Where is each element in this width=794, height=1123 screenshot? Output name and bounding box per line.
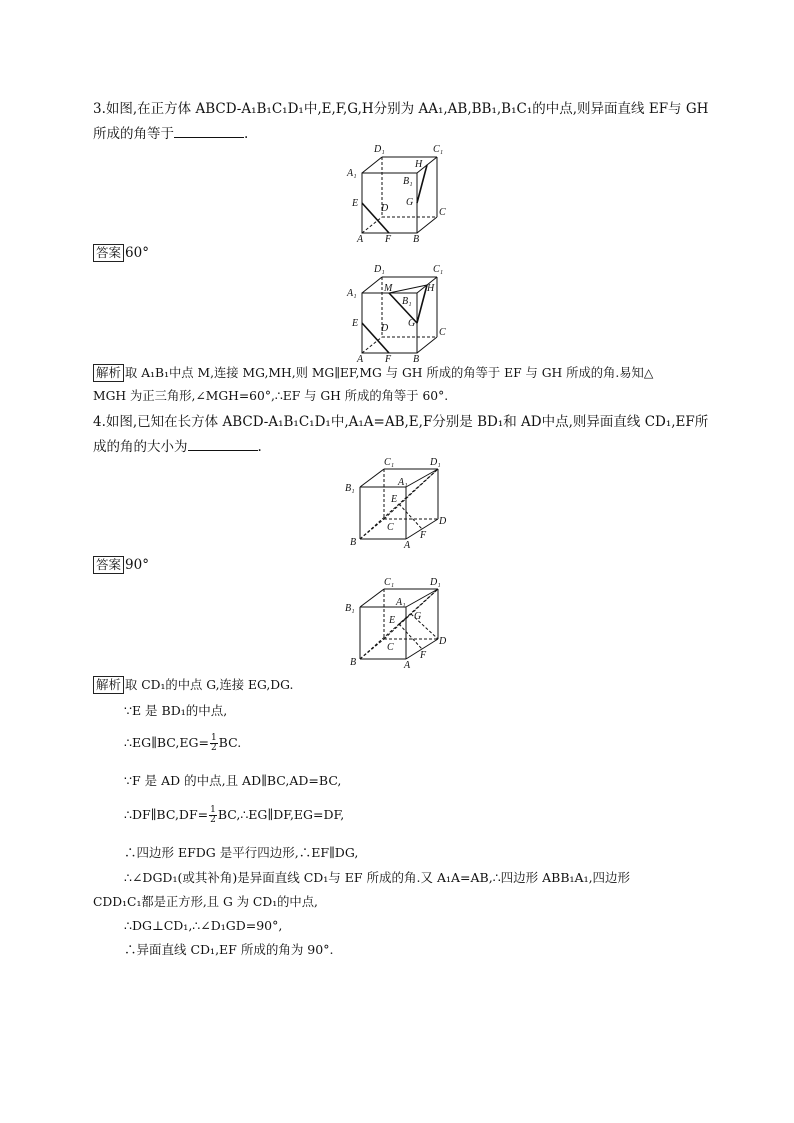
q3-fig2-label-E: E bbox=[352, 318, 359, 329]
q4-frac-1-num: 1 bbox=[210, 733, 217, 743]
q4-stem-line2: 成的角的大小为 . bbox=[93, 439, 262, 455]
q3-fig1-label-B1: B₁ bbox=[403, 176, 413, 187]
q3-fig2-label-G: G bbox=[408, 318, 416, 329]
q3-fig1-label-F: F bbox=[385, 234, 392, 245]
q4-fig3-label-E: E bbox=[391, 494, 398, 505]
q3-fig1-label-E: E bbox=[352, 198, 359, 209]
q3-fig1-label-C: C bbox=[439, 207, 446, 218]
q4-figure-cuboid bbox=[342, 455, 452, 550]
q4-analysis-s0: 取 CD₁的中点 G,连接 EG,DG. bbox=[125, 678, 294, 692]
q3-fig2-label-B: B bbox=[413, 354, 420, 365]
q3-fig2-label-C1: C₁ bbox=[433, 264, 444, 275]
q3-fig2-label-B1: B₁ bbox=[402, 296, 412, 307]
q3-fig1-label-D1: D₁ bbox=[374, 144, 385, 155]
q3-fig2-label-H: H bbox=[427, 283, 435, 294]
q4-analysis-line8: ∴DG⊥CD₁,∴∠D₁GD=90°, bbox=[124, 918, 283, 933]
q4-answer bbox=[93, 556, 149, 574]
q3-fig2-label-F: F bbox=[385, 354, 392, 365]
q4-fig3-label-A: A bbox=[404, 540, 411, 550]
q3-stem-text: 所成的角等于 bbox=[93, 126, 174, 142]
q3-figure-cube-solution bbox=[342, 260, 452, 365]
q3-fig2-label-C: C bbox=[439, 327, 446, 338]
q3-fig1-label-B: B bbox=[413, 234, 420, 245]
q3-fig1-label-H: H bbox=[415, 159, 423, 170]
q4-analysis-line4 bbox=[124, 806, 344, 825]
q4-analysis-s2a: ∴EG∥BC,EG= bbox=[124, 735, 209, 750]
q4-analysis-line3: ∵F 是 AD 的中点,且 AD∥BC,AD=BC, bbox=[124, 773, 342, 788]
q4-fig3-label-A1: A₁ bbox=[398, 477, 408, 488]
q4-fig3-label-B1: B₁ bbox=[345, 483, 355, 494]
q4-fig4-label-D1: D₁ bbox=[430, 577, 441, 588]
q3-fig1-label-A1: A₁ bbox=[347, 168, 357, 179]
q4-analysis-line5: ∴四边形 EFDG 是平行四边形,∴EF∥DG, bbox=[124, 845, 359, 860]
q3-answer bbox=[93, 244, 149, 262]
q3-fig1-label-D: D bbox=[381, 203, 389, 214]
q4-figure-cuboid-solution bbox=[342, 575, 452, 670]
q4-frac-2 bbox=[209, 806, 217, 825]
q4-fig4-label-E: E bbox=[389, 615, 396, 626]
q3-answer-tag: 答案 bbox=[93, 244, 124, 262]
q3-fig1-label-C1: C₁ bbox=[433, 144, 444, 155]
q3-stem-line2: 所成的角等于 . bbox=[93, 126, 249, 142]
q4-fig3-label-D: D bbox=[439, 516, 447, 527]
q4-analysis-line7: CDD₁C₁都是正方形,且 G 为 CD₁的中点, bbox=[93, 895, 318, 909]
q4-answer-tag: 答案 bbox=[93, 556, 124, 574]
q3-fig2-label-D: D bbox=[381, 323, 389, 334]
q3-analysis-tag: 解析 bbox=[93, 364, 124, 382]
q3-analysis-text1: 取 A₁B₁中点 M,连接 MG,MH,则 MG∥EF,MG 与 GH 所成的角等于 EF 与 GH 所成的角.易知△ bbox=[125, 366, 654, 380]
q4-answer-value: 90° bbox=[125, 557, 149, 573]
q3-answer-value: 60° bbox=[125, 245, 149, 261]
q4-analysis-s4a: ∴DF∥BC,DF= bbox=[124, 807, 209, 822]
q4-analysis-s4b: BC,∴EG∥DF,EG=DF, bbox=[217, 807, 345, 822]
q4-stem-line1: 4.如图,已知在长方体 ABCD-A₁B₁C₁D₁中,A₁A=AB,E,F分别是 BD₁和 AD中点,则异面直线 CD₁,EF所 bbox=[93, 414, 709, 430]
q4-fig3-label-F: F bbox=[420, 530, 427, 541]
q4-analysis-line2 bbox=[124, 734, 241, 753]
q4-fig3-label-C: C bbox=[387, 522, 394, 533]
q4-fig4-label-B1: B₁ bbox=[345, 603, 355, 614]
q3-fig2-label-D1: D₁ bbox=[374, 264, 385, 275]
q4-frac-1 bbox=[210, 734, 218, 753]
q3-fig2-label-A1: A₁ bbox=[347, 288, 357, 299]
q4-fig4-label-F: F bbox=[420, 650, 427, 661]
q4-fig4-label-C: C bbox=[387, 642, 394, 653]
q4-analysis-line0 bbox=[93, 676, 293, 694]
q3-stem-line1: 3.如图,在正方体 ABCD-A₁B₁C₁D₁中,E,F,G,H分别为 AA₁,AB,BB₁,B₁C₁的中点,则异面直线 EF与 GH bbox=[93, 101, 709, 117]
q4-fig4-label-A1: A₁ bbox=[396, 597, 406, 608]
q3-fig2-label-M: M bbox=[384, 283, 393, 294]
q3-fig1-label-A: A bbox=[357, 234, 364, 245]
q4-fig3-label-D1: D₁ bbox=[430, 457, 441, 468]
q4-analysis-line1: ∵E 是 BD₁的中点, bbox=[124, 703, 228, 718]
q3-fig2-label-A: A bbox=[357, 354, 364, 365]
q3-analysis-line1 bbox=[93, 364, 653, 382]
q4-stem-text: 成的角的大小为 bbox=[93, 439, 188, 455]
q4-fig4-label-D: D bbox=[439, 636, 447, 647]
q4-fig4-label-B: B bbox=[350, 657, 357, 668]
q4-frac-2-num: 1 bbox=[210, 805, 216, 815]
q4-fig4-label-G: G bbox=[414, 611, 422, 622]
q3-figure-cube bbox=[342, 140, 452, 245]
q3-answer-blank bbox=[174, 125, 244, 138]
q3-fig1-label-G: G bbox=[406, 197, 414, 208]
q4-fig4-label-C1: C₁ bbox=[384, 577, 395, 588]
q4-frac-1-den: 2 bbox=[210, 743, 217, 753]
q3-analysis-line2: MGH 为正三角形,∠MGH=60°,∴EF 与 GH 所成的角等于 60°. bbox=[93, 389, 449, 403]
q4-answer-blank bbox=[188, 438, 258, 451]
q4-fig4-label-A: A bbox=[404, 660, 411, 670]
q4-frac-2-den: 2 bbox=[210, 815, 216, 825]
q4-analysis-tag: 解析 bbox=[93, 676, 124, 694]
q4-fig3-label-B: B bbox=[350, 537, 357, 548]
q4-fig3-label-C1: C₁ bbox=[384, 457, 395, 468]
q4-analysis-line9: ∴异面直线 CD₁,EF 所成的角为 90°. bbox=[124, 942, 334, 957]
q4-analysis-line6: ∴∠DGD₁(或其补角)是异面直线 CD₁与 EF 所成的角.又 A₁A=AB,∴四边形 ABB₁A₁,四边形 bbox=[124, 870, 631, 885]
q4-analysis-s2b: BC. bbox=[218, 735, 242, 750]
